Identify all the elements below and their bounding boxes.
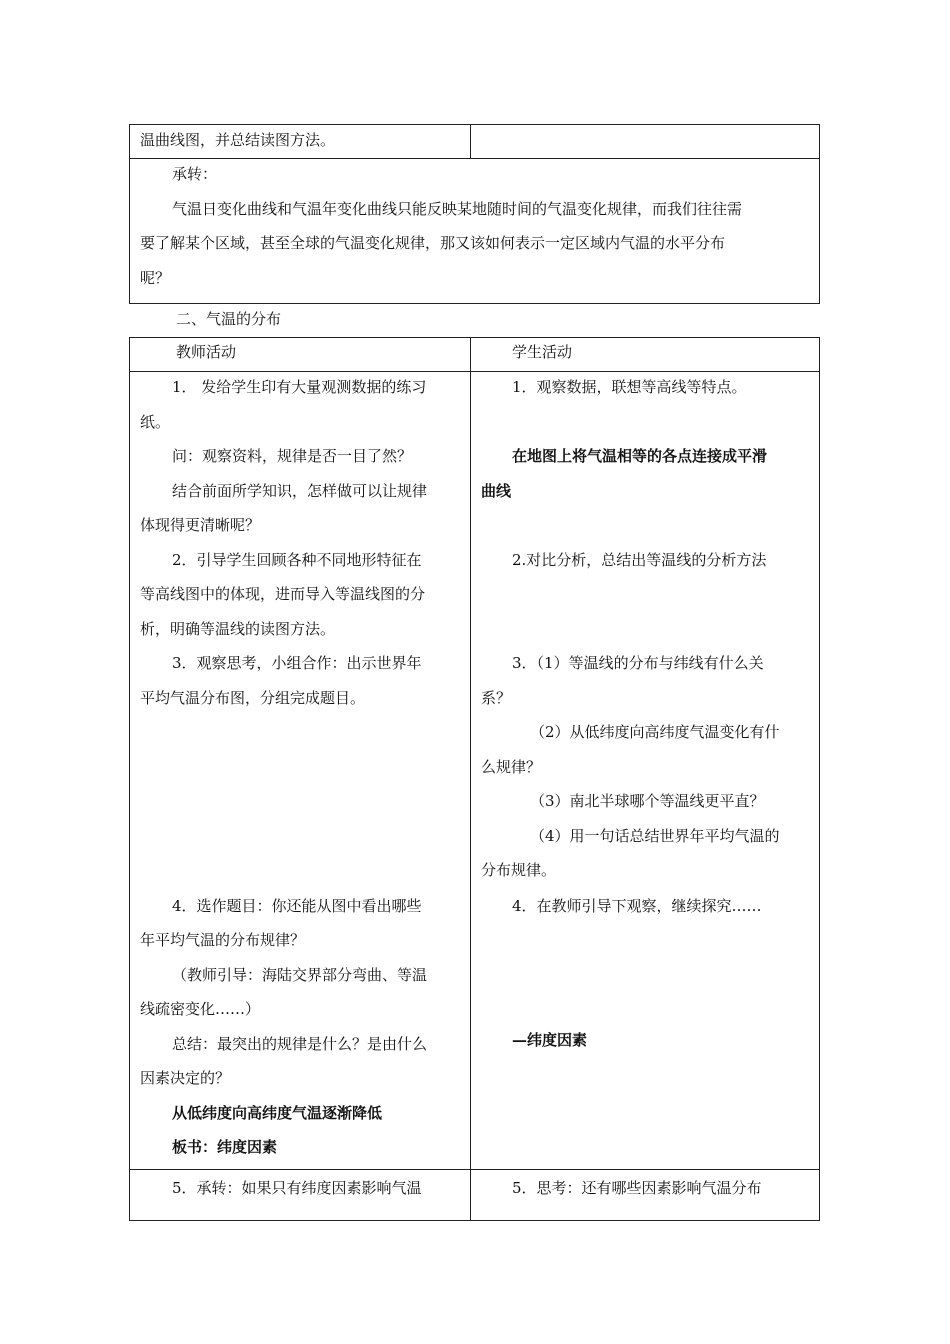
- student-line-6: 系？: [481, 689, 512, 707]
- top-table-row-divider: [129, 158, 820, 159]
- student-line-1: 1．观察数据，联想等高线等特点。: [512, 378, 747, 396]
- last-row-teacher: 5．承转：如果只有纬度因素影响气温: [172, 1179, 422, 1197]
- teacher-line-14: 线疏密变化……）: [140, 1000, 261, 1018]
- activity-table-row-divider: [129, 1169, 820, 1170]
- teacher-line-3: 问：观察资料，规律是否一目了然？: [172, 447, 413, 465]
- transition-label: 承转：: [172, 165, 218, 183]
- section-heading: 二、气温的分布: [176, 310, 282, 328]
- activity-table-header-divider: [129, 371, 820, 372]
- student-line-10: （4）用一句话总结世界年平均气温的: [530, 827, 780, 845]
- teacher-line-17: 从低纬度向高纬度气温逐渐降低: [172, 1104, 383, 1122]
- transition-line-2: 要了解某个区域，甚至全球的气温变化规律，那又该如何表示一定区域内气温的水平分布: [140, 234, 726, 252]
- teacher-line-11: 4．选作题目：你还能从图中看出哪些: [172, 897, 422, 915]
- teacher-line-6: 2．引导学生回顾各种不同地形特征在: [172, 551, 422, 569]
- student-line-5: 3．（1）等温线的分布与纬线有什么关: [512, 654, 764, 672]
- transition-line-3: 呢？: [140, 269, 171, 287]
- student-line-9: （3）南北半球哪个等温线更平直？: [530, 792, 765, 810]
- last-row-student: 5．思考：还有哪些因素影响气温分布: [512, 1179, 762, 1197]
- teacher-line-5: 体现得更清晰呢？: [140, 516, 261, 534]
- teacher-line-10: 平均气温分布图，分组完成题目。: [140, 689, 366, 707]
- teacher-line-2: 纸。: [140, 413, 171, 431]
- teacher-line-16: 因素决定的？: [140, 1069, 231, 1087]
- teacher-line-4: 结合前面所学知识，怎样做可以让规律: [172, 482, 428, 500]
- activity-table-column-divider: [470, 337, 471, 1221]
- header-teacher-activity: 教师活动: [176, 343, 237, 361]
- teacher-line-7: 等高线图中的体现，进而导入等温线图的分: [140, 585, 426, 603]
- student-line-11: 分布规律。: [481, 861, 557, 879]
- teacher-line-8: 析，明确等温线的读图方法。: [140, 620, 336, 638]
- header-student-activity: 学生活动: [512, 343, 573, 361]
- student-line-12: 4．在教师引导下观察，继续探究……: [512, 897, 762, 915]
- activity-table: [129, 337, 820, 1221]
- teacher-line-9: 3．观察思考，小组合作：出示世界年: [172, 654, 422, 672]
- student-line-7: （2）从低纬度向高纬度气温变化有什: [530, 723, 780, 741]
- student-line-13: —纬度因素: [512, 1031, 588, 1049]
- student-line-8: 么规律？: [481, 758, 542, 776]
- student-line-3: 曲线: [481, 482, 512, 500]
- transition-line-1: 气温日变化曲线和气温年变化曲线只能反映某地随时间的气温变化规律，而我们往往需: [172, 200, 743, 218]
- teacher-line-1: 1． 发给学生印有大量观测数据的练习: [172, 378, 427, 396]
- student-line-2: 在地图上将气温相等的各点连接成平滑: [512, 447, 768, 465]
- teacher-line-18: 板书：纬度因素: [172, 1138, 278, 1156]
- teacher-line-13: （教师引导：海陆交界部分弯曲、等温: [172, 966, 428, 984]
- teacher-line-15: 总结：最突出的规律是什么？是由什么: [172, 1035, 428, 1053]
- top-row1-left-text: 温曲线图，并总结读图方法。: [140, 131, 336, 149]
- top-table-column-divider: [470, 124, 471, 159]
- student-line-4: 2.对比分析，总结出等温线的分析方法: [512, 551, 767, 569]
- teacher-line-12: 年平均气温的分布规律？: [140, 931, 306, 949]
